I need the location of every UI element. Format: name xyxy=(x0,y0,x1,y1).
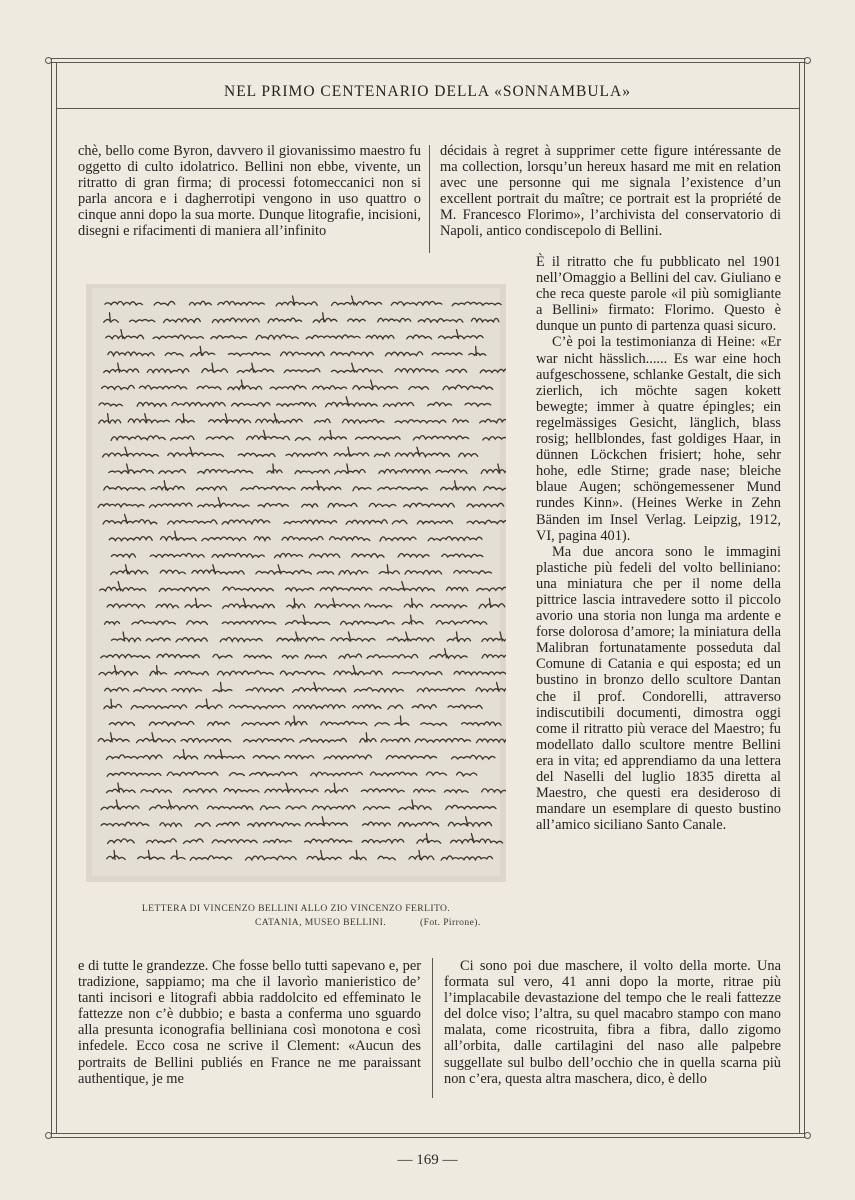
figure-caption-line1: LETTERA DI VINCENZO BELLINI ALLO ZIO VINCENZO FERLITO. xyxy=(141,903,451,914)
header-underline xyxy=(56,108,799,109)
paragraph: e di tutte le grandezze. Che fosse bello tutti sapevano e, per tradizione, sappiamo; ma che il lavorìo manieristico de’ tanti incisori e litografi abbia raddolcito ed effeminato le fattezze non c’è dubbio; e basta a conferma uno sguardo alla presunta iconografia belliniana così monotona e così infedele. Ecco cosa ne scrive il Clement: «Aucun des portraits de Bellini publiés en France ne me paraissant authentique, je me xyxy=(78,958,421,1087)
corner-ornament-bl xyxy=(45,1132,52,1139)
text-column-top-right xyxy=(440,143,781,240)
right-border-inner xyxy=(799,62,800,1134)
text-column-right xyxy=(536,254,781,833)
text-column-bottom-left xyxy=(78,958,421,1087)
running-header: NEL PRIMO CENTENARIO DELLA «SONNAMBULA» xyxy=(224,83,631,100)
top-double-rule-a xyxy=(50,58,805,59)
right-border-outer xyxy=(804,58,805,1138)
column-divider-bottom xyxy=(432,958,433,1098)
bottom-double-rule-a xyxy=(50,1133,805,1134)
page-number: — 169 — xyxy=(397,1152,458,1168)
handwritten-letter-image xyxy=(86,284,506,882)
corner-ornament-br xyxy=(804,1132,811,1139)
bottom-double-rule-b xyxy=(50,1137,805,1138)
text-column-bottom-right xyxy=(444,958,781,1087)
text-column-top-left xyxy=(78,143,421,240)
left-border-outer xyxy=(51,58,52,1138)
top-double-rule-b xyxy=(50,62,805,63)
paragraph: Ci sono poi due maschere, il volto della morte. Una formata sul vero, 41 anni dopo la morte, ritrae più l’implacabile devastazione del tempo che le reali fattezze del dolce viso; l’altra, su quel macabro stampo con mano malata, come ricostruita, fibra a fibra, dallo zigomo all’orbita, dalle cartilagini del naso alle palpebre suggellate sul bulbo dell’occhio che in quella scarna più non c’era, questa altra maschera, dico, è dello xyxy=(444,958,781,1087)
corner-ornament-tr xyxy=(804,57,811,64)
column-divider-top xyxy=(429,145,430,253)
photo-credit: (Fot. Pirrone). xyxy=(420,917,481,928)
letter-photograph xyxy=(86,284,506,882)
paragraph: Ma due ancora sono le immagini plastiche più fedeli del volto belliniano: una miniatura che per il nome della pittrice lascia intravedere sotto il piccolo avorio una storia non lunga ma ardente e forse dolorosa d’amore; la miniatura della Malibran fortunatamente posseduta dal Comune di Catania e qui esposta; ed un bustino in bronzo dello scultore Dantan che il prof. Condorelli, attraverso indiscutibili documenti, dimostra oggi come il ritratto più verace del Maestro; fu modellato dallo scultore mentre Bellini era in vita; ed apprendiamo da una lettera del Naselli del luglio 1835 diretta al Maestro, che questi era desideroso di mandare un esemplare di questo bustino all’amico siciliano Santo Canale. xyxy=(536,543,781,834)
corner-ornament-tl xyxy=(45,57,52,64)
paragraph: C’è poi la testimonianza di Heine: «Er war nicht hässlich...... Es war eine hoch aufgeschossene, schlanke Gestalt, die sich zierlich, ich möchte sagen kokett bewegte; immer à quatre épingles; ein regelmässiges Gesicht, länglich, blass rosig; hellblondes, fast goldiges Haar, in dünnen Löckchen frisiert; hohe, sehr hohe, edle Stirne; grade nase; bleiche blaue Augen; schöngemessener Mund rundes Kinn». (Heines Werke in Zehn Bänden im Insel Verlag. Leipzig, 1912, VI, pagina 401). xyxy=(536,334,781,544)
paragraph: décidais à regret à supprimer cette figure intéressante de ma collection, lorsqu’un hereux hasard me mit en relation avec une personne qui me signala l’existence d’un excellent portrait du maître; ce portrait est la propriété de M. Francesco Florimo», l’archivista del conservatorio di Napoli, antico condiscepolo di Bellini. xyxy=(440,143,781,240)
paragraph: È il ritratto che fu pubblicato nel 1901 nell’Omaggio a Bellini del cav. Giuliano e che reca queste parole «il più somigliante a Bellini» firmato: Florimo. Questo è dunque un punto di partenza quasi sicuro. xyxy=(536,254,781,335)
paragraph: chè, bello come Byron, davvero il giovanissimo maestro fu oggetto di culto idolatrico. Bellini non ebbe, vivente, un ritratto di gran firma; di processi fotomeccanici non si parla ancora e i dagherrotipi vengono in uso quattro o cinque anni dopo la sua morte. Dunque litografie, incisioni, disegni e rifacimenti di maniera all’infinito xyxy=(78,143,421,240)
left-border-inner xyxy=(56,62,57,1134)
figure-caption-line2: CATANIA, MUSEO BELLINI. xyxy=(254,917,386,928)
